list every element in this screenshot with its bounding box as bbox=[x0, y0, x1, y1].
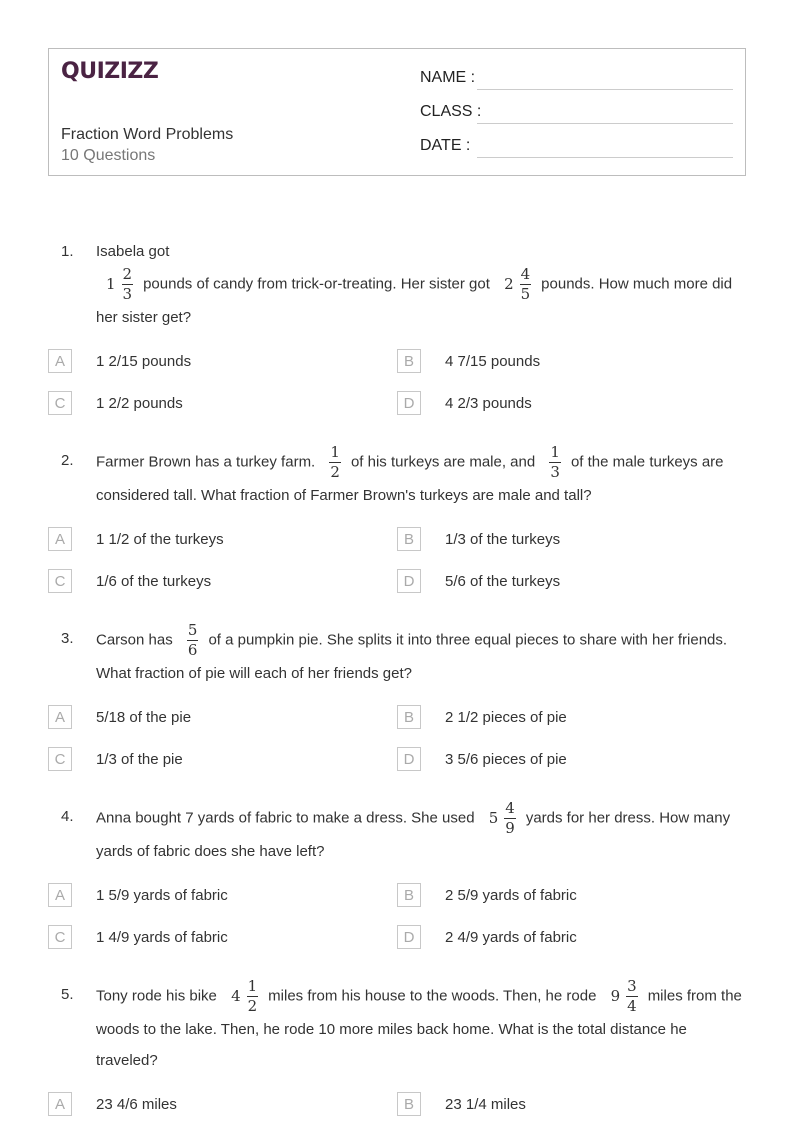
fraction-denominator: 3 bbox=[550, 463, 560, 481]
answer-option[interactable] bbox=[397, 349, 541, 373]
question-text-segment: Tony rode his bike bbox=[96, 987, 217, 1005]
answer-options bbox=[0, 883, 794, 967]
fraction bbox=[504, 267, 531, 302]
answer-option[interactable] bbox=[48, 527, 224, 551]
fraction bbox=[549, 445, 561, 480]
option-text: 1 1/2 of the turkeys bbox=[96, 530, 224, 548]
option-letter-box[interactable]: B bbox=[397, 349, 421, 373]
question-number: 3. bbox=[61, 630, 74, 647]
option-text: 2 5/9 yards of fabric bbox=[445, 886, 577, 904]
fraction-numerator: 1 bbox=[247, 977, 258, 995]
answer-option[interactable] bbox=[48, 705, 192, 729]
option-text: 1/3 of the turkeys bbox=[445, 530, 561, 548]
answer-options bbox=[0, 705, 794, 789]
option-letter-box[interactable]: C bbox=[48, 925, 72, 949]
question-number: 5. bbox=[61, 986, 74, 1003]
fraction-whole: 2 bbox=[504, 275, 514, 293]
fraction-denominator: 3 bbox=[122, 285, 133, 303]
option-text: 23 4/6 miles bbox=[96, 1095, 177, 1113]
option-letter-box[interactable]: A bbox=[48, 1092, 72, 1116]
question-text bbox=[96, 979, 748, 1076]
fraction-part bbox=[187, 623, 199, 658]
fraction-whole: 9 bbox=[610, 987, 621, 1005]
option-text: 2 1/2 pieces of pie bbox=[445, 708, 567, 726]
option-letter-box[interactable]: A bbox=[48, 705, 72, 729]
option-row bbox=[0, 705, 794, 747]
answer-option[interactable] bbox=[48, 1092, 177, 1116]
option-row bbox=[0, 349, 794, 391]
fraction bbox=[329, 445, 341, 480]
option-letter-box[interactable]: D bbox=[397, 391, 421, 415]
question-count: 10 Questions bbox=[61, 147, 156, 164]
answer-option[interactable] bbox=[397, 747, 567, 771]
fraction bbox=[187, 623, 199, 658]
class-label: CLASS : bbox=[420, 103, 482, 120]
option-text: 4 7/15 pounds bbox=[445, 352, 541, 370]
option-text: 1/3 of the pie bbox=[96, 750, 183, 768]
question-text-segment: yards for her dress. How many yards of fabric does she have left? bbox=[96, 809, 731, 860]
option-letter-box[interactable]: A bbox=[48, 883, 72, 907]
date-label: DATE : bbox=[420, 137, 471, 154]
option-text: 1 4/9 yards of fabric bbox=[96, 928, 228, 946]
question-text bbox=[96, 801, 748, 867]
question-text-segment: of the male turkeys are considered tall. What fraction of Farmer Brown's turkeys are male and tall? bbox=[96, 453, 724, 504]
question-text bbox=[96, 623, 748, 689]
question-number: 2. bbox=[61, 452, 74, 469]
question-text bbox=[96, 236, 748, 333]
option-text: 1 2/15 pounds bbox=[96, 352, 192, 370]
fraction-numerator: 2 bbox=[122, 265, 133, 283]
fraction bbox=[489, 801, 516, 836]
question-text-segment: pounds of candy from trick-or-treating. Her sister got bbox=[143, 275, 490, 293]
fraction-part bbox=[329, 445, 341, 480]
worksheet-header bbox=[48, 48, 746, 176]
option-letter-box[interactable]: B bbox=[397, 1092, 421, 1116]
question bbox=[0, 979, 794, 1123]
answer-options bbox=[0, 527, 794, 611]
option-row bbox=[0, 569, 794, 611]
option-row bbox=[0, 391, 794, 433]
option-row bbox=[0, 527, 794, 569]
question-number: 4. bbox=[61, 808, 74, 825]
answer-option[interactable] bbox=[397, 569, 561, 593]
question-text-segment: of his turkeys are male, and bbox=[350, 453, 536, 471]
fraction-denominator: 2 bbox=[330, 463, 340, 481]
option-text: 1/6 of the turkeys bbox=[96, 572, 212, 590]
fraction-numerator: 5 bbox=[187, 621, 198, 639]
answer-option[interactable] bbox=[397, 527, 561, 551]
answer-option[interactable] bbox=[48, 883, 228, 907]
answer-option[interactable] bbox=[48, 569, 212, 593]
fraction-numerator: 1 bbox=[550, 443, 560, 461]
fraction-part bbox=[122, 267, 134, 302]
fraction-part bbox=[549, 445, 561, 480]
answer-option[interactable] bbox=[397, 705, 567, 729]
option-text: 2 4/9 yards of fabric bbox=[445, 928, 577, 946]
fraction bbox=[106, 267, 133, 302]
option-text: 4 2/3 pounds bbox=[445, 394, 532, 412]
answer-option[interactable] bbox=[48, 747, 183, 771]
option-row bbox=[0, 747, 794, 789]
fraction-numerator: 3 bbox=[627, 977, 637, 995]
question bbox=[0, 236, 794, 433]
option-letter-box[interactable]: D bbox=[397, 925, 421, 949]
option-letter-box[interactable]: D bbox=[397, 569, 421, 593]
name-line bbox=[477, 89, 733, 90]
answer-option[interactable] bbox=[397, 1092, 526, 1116]
answer-option[interactable] bbox=[397, 925, 577, 949]
fraction-denominator: 5 bbox=[520, 285, 531, 303]
option-letter-box[interactable]: C bbox=[48, 747, 72, 771]
fraction-whole: 1 bbox=[106, 275, 116, 293]
answer-option[interactable] bbox=[48, 925, 228, 949]
option-letter-box[interactable]: A bbox=[48, 527, 72, 551]
question bbox=[0, 445, 794, 611]
option-text: 1 5/9 yards of fabric bbox=[96, 886, 228, 904]
fraction-denominator: 6 bbox=[187, 641, 198, 659]
answer-options bbox=[0, 349, 794, 433]
fraction-numerator: 4 bbox=[520, 265, 531, 283]
answer-option[interactable] bbox=[48, 349, 192, 373]
question bbox=[0, 623, 794, 789]
question-list bbox=[0, 236, 794, 1123]
fraction-whole: 5 bbox=[488, 809, 499, 827]
fraction bbox=[231, 979, 258, 1014]
option-text: 5/18 of the pie bbox=[96, 708, 192, 726]
answer-option[interactable] bbox=[397, 391, 532, 415]
option-letter-box[interactable]: C bbox=[48, 391, 72, 415]
option-letter-box[interactable]: A bbox=[48, 349, 72, 373]
fraction-numerator: 1 bbox=[330, 443, 340, 461]
option-letter-box[interactable]: B bbox=[397, 705, 421, 729]
answer-options bbox=[0, 1092, 794, 1123]
question-text-segment: Isabela got bbox=[96, 243, 170, 260]
fraction bbox=[611, 979, 638, 1014]
fraction-numerator: 4 bbox=[505, 799, 515, 817]
question bbox=[0, 801, 794, 967]
class-line bbox=[477, 123, 733, 124]
fraction-denominator: 9 bbox=[505, 819, 515, 837]
option-row bbox=[0, 925, 794, 967]
date-line bbox=[477, 157, 733, 158]
option-letter-box[interactable]: B bbox=[397, 883, 421, 907]
question-text-segment: of a pumpkin pie. She splits it into three equal pieces to share with her friends. What fraction of pie will each of her friends get? bbox=[96, 631, 728, 682]
quizizz-logo: QUIZIZZ bbox=[61, 59, 159, 84]
fraction-denominator: 4 bbox=[627, 997, 637, 1015]
question-text-segment: pounds. How much more did her sister get? bbox=[96, 275, 733, 326]
question-number: 1. bbox=[61, 243, 74, 260]
fraction-whole: 4 bbox=[231, 987, 241, 1005]
option-text: 1 2/2 pounds bbox=[96, 394, 183, 412]
question-text bbox=[96, 445, 748, 511]
question-text-segment: Anna bought 7 yards of fabric to make a dress. She used bbox=[96, 809, 475, 827]
answer-option[interactable] bbox=[397, 883, 577, 907]
fraction-denominator: 2 bbox=[247, 997, 258, 1015]
option-letter-box[interactable]: D bbox=[397, 747, 421, 771]
option-text: 5/6 of the turkeys bbox=[445, 572, 561, 590]
option-letter-box[interactable]: C bbox=[48, 569, 72, 593]
option-letter-box[interactable]: B bbox=[397, 527, 421, 551]
question-text-segment: Carson has bbox=[96, 631, 173, 649]
question-text-segment: miles from the woods to the lake. Then, he rode 10 more miles back home. What is the total distance he traveled? bbox=[96, 987, 742, 1069]
name-label: NAME : bbox=[420, 69, 476, 86]
fraction-part bbox=[626, 979, 638, 1014]
fraction-part bbox=[520, 267, 532, 302]
question-text-segment: Farmer Brown has a turkey farm. bbox=[96, 453, 316, 471]
option-row bbox=[0, 883, 794, 925]
option-text: 3 5/6 pieces of pie bbox=[445, 750, 567, 768]
answer-option[interactable] bbox=[48, 391, 183, 415]
fraction-part bbox=[504, 801, 516, 836]
question-text-segment: miles from his house to the woods. Then, he rode bbox=[268, 987, 597, 1005]
option-text: 23 1/4 miles bbox=[445, 1095, 526, 1113]
option-row bbox=[0, 1092, 794, 1123]
worksheet-title: Fraction Word Problems bbox=[61, 126, 234, 143]
fraction-part bbox=[247, 979, 259, 1014]
